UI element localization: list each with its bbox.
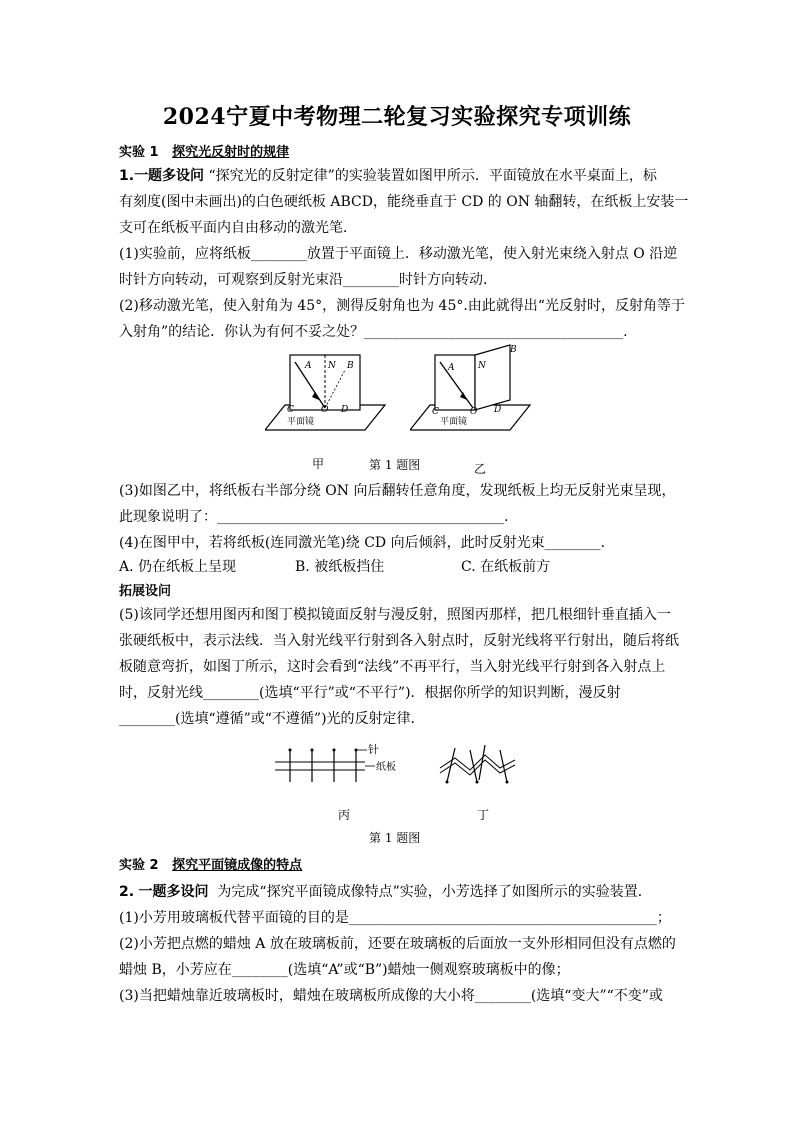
q1-intro-line2: 有刻度(图中未画出)的白色硬纸板 ABCD，能绕垂直于 CD 的 ON 轴翻转，在纸板上安装一 <box>119 194 689 210</box>
figure-yi <box>410 340 540 450</box>
question-tag: 一题多设问 <box>134 168 205 184</box>
q1-option-b: B. 被纸板挡住 <box>295 559 385 575</box>
section-heading-exp1 <box>119 143 289 163</box>
fig-label-yi: 乙 <box>474 462 487 476</box>
section-label: 实验 2 <box>119 858 159 873</box>
fig-label-ding: 丁 <box>477 808 490 822</box>
q1-part5-line5: ________(选填“遵循”或“不遵循”)光的反射定律． <box>119 711 425 727</box>
mirror-label: 平面镜 <box>287 417 315 427</box>
q1-part1-line2: 时针方向转动，可观察到反射光束沿________时针方向转动． <box>119 272 497 288</box>
q2-part2-line2: 蜡烛 B，小芳应在________(选填“A”或“B”)蜡烛一侧观察玻璃板中的像； <box>119 962 570 978</box>
label-A: A <box>305 361 312 371</box>
figure-caption-1: 第 1 题图 <box>369 458 421 472</box>
q1-part5-line1: (5)该同学还想用图丙和图丁模拟镜面反射与漫反射，照图丙那样，把几根细针垂直插入一 <box>119 607 671 623</box>
svg-text:C: C <box>432 407 439 417</box>
figure-caption-2: 第 1 题图 <box>369 831 421 845</box>
q1-part1-line1: (1)实验前，应将纸板________放置于平面镜上．移动激光笔，使入射光束绕入射点 O 沿逆 <box>119 246 678 262</box>
fig-label-jia: 甲 <box>312 457 325 471</box>
section-heading-exp2 <box>119 856 302 876</box>
q1-part2-line1: (2)移动激光笔，使入射角为 45°，测得反射角也为 45°.由此就得出“光反射时，反射角等于 <box>119 298 685 314</box>
svg-text:A: A <box>448 363 455 373</box>
q1-intro-line3: 支可在纸板平面内自由移动的激光笔． <box>119 220 357 236</box>
question-tag: 一题多设问 <box>138 884 209 900</box>
q2-part3: (3)当把蜡烛靠近玻璃板时，蜡烛在玻璃板所成像的大小将________(选填“变大”“不变”或 <box>119 988 663 1004</box>
question-number: 2. <box>119 884 135 900</box>
q1-part2-line2: 入射角”的结论．你认为有何不妥之处？_____________________________________. <box>119 324 628 340</box>
q1-part3-line2: 此现象说明了：_________________________________________. <box>119 509 509 525</box>
q2-intro-line <box>119 882 652 902</box>
section-title: 探究平面镜成像的特点 <box>172 858 303 873</box>
label-D: D <box>341 405 349 415</box>
mirror-label: 平面镜 <box>440 417 468 427</box>
label-C: C <box>287 405 294 415</box>
q1-part3-line1: (3)如图乙中，将纸板右半部分绕 ON 向后翻转任意角度，发现纸板上均无反射光束呈现， <box>119 483 676 499</box>
figure-ding <box>435 740 525 790</box>
q1-part5-line3: 板随意弯折，如图丁所示，这时会看到“法线”不再平行，当入射光线平行射到各入射点上 <box>119 659 666 675</box>
q1-intro-text1: “探究光的反射定律”的实验装置如图甲所示．平面镜放在水平桌面上，标 <box>208 168 657 184</box>
svg-text:N: N <box>478 361 486 371</box>
q1-intro-line1 <box>119 166 657 186</box>
q1-option-c: C. 在纸板前方 <box>461 559 551 575</box>
q1-option-a: A. 仍在纸板上呈现 <box>119 559 237 575</box>
section-label: 实验 1 <box>119 145 159 160</box>
label-N: N <box>328 361 336 371</box>
page-title: 2024宁夏中考物理二轮复习实验探究专项训练 <box>162 104 632 130</box>
figure-jia <box>265 350 390 450</box>
label-O: O <box>321 405 329 415</box>
q1-part5-line2: 张硬纸板中，表示法线．当入射光线平行射到各入射点时，反射光线将平行射出，随后将纸 <box>119 633 679 649</box>
section-title: 探究光反射时的规律 <box>172 145 290 160</box>
needle-label: 针 <box>368 743 379 756</box>
figure-bing <box>270 740 410 790</box>
q1-part5-line4: 时，反射光线________(选填“平行”或“不平行”)．根据你所学的知识判断，漫反射 <box>119 685 621 701</box>
board-label: 纸板 <box>376 762 396 773</box>
extension-heading: 拓展设问 <box>119 584 172 599</box>
q2-part1: (1)小芳用玻璃板代替平面镜的目的是____________________________________________； <box>119 910 671 926</box>
svg-text:B: B <box>510 345 517 355</box>
svg-text:D: D <box>494 405 502 415</box>
q1-part4: (4)在图甲中，若将纸板(连同激光笔)绕 CD 向后倾斜，此时反射光束________. <box>119 535 606 551</box>
question-number: 1. <box>119 168 135 184</box>
fig-label-bing: 丙 <box>338 808 351 822</box>
svg-text:O: O <box>470 407 478 417</box>
label-B: B <box>347 361 354 371</box>
q2-intro-text: 为完成“探究平面镜成像特点”实验，小芳选择了如图所示的实验装置． <box>217 884 652 900</box>
q2-part2-line1: (2)小芳把点燃的蜡烛 A 放在玻璃板前，还要在玻璃板的后面放一支外形相同但没有点燃的 <box>119 936 676 952</box>
